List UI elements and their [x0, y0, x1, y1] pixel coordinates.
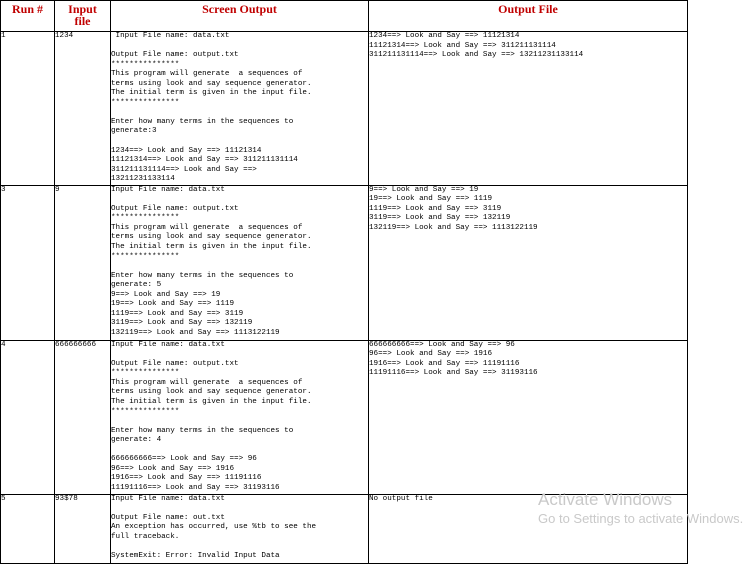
- screen-output-line: The initial term is given in the input file.: [111, 398, 312, 407]
- output-file-cell: [369, 494, 688, 563]
- input-value: 93$78: [55, 494, 78, 503]
- output-file-line: 1119==> Look and Say ==> 3119: [369, 204, 502, 213]
- screen-output-line: ***************: [111, 98, 180, 107]
- screen-output-line: 1119==> Look and Say ==> 3119: [111, 309, 244, 318]
- screen-output-line: An exception has occurred, use %tb to see the: [111, 523, 317, 532]
- screen-output-cell: [111, 494, 369, 563]
- output-file-line: 19==> Look and Say ==> 1119: [369, 195, 493, 204]
- table-row: [1, 185, 688, 340]
- screen-output-cell: [111, 185, 369, 340]
- screen-output-line: full traceback.: [111, 532, 180, 541]
- run-number-cell: [1, 340, 55, 494]
- table-row: [1, 32, 688, 186]
- screen-output-line: generate: 5: [111, 281, 162, 290]
- screen-output-line: 19==> Look and Say ==> 1119: [111, 300, 235, 309]
- screen-output-line: [111, 446, 368, 456]
- watermark-title: Activate Windows: [538, 490, 673, 509]
- screen-output-line: 3119==> Look and Say ==> 132119: [111, 319, 253, 328]
- input-file-cell: [55, 32, 111, 186]
- screen-output-line: [111, 262, 368, 272]
- screen-output-line: generate: 4: [111, 436, 162, 445]
- screen-output-line: 1916==> Look and Say ==> 11191116: [111, 474, 262, 483]
- screen-output-line: Input File name: data.txt: [111, 185, 225, 194]
- screen-output-line: Input File name: data.txt: [111, 32, 230, 40]
- screen-output-line: SystemExit: Error: Invalid Input Data: [111, 551, 280, 560]
- screen-output-line: 132119==> Look and Say ==> 1113122119: [111, 328, 280, 337]
- screen-output-cell: [111, 32, 369, 186]
- screen-output-line: [111, 542, 368, 552]
- screen-output-line: ***************: [111, 60, 180, 69]
- screen-output-line: 13211231133114: [111, 175, 175, 184]
- screen-output-line: Enter how many terms in the sequences to: [111, 117, 294, 126]
- screen-output-line: [111, 504, 368, 514]
- screen-output-line: generate:3: [111, 127, 157, 136]
- screen-output-line: 96==> Look and Say ==> 1916: [111, 464, 235, 473]
- output-file-line: 311211131114==> Look and Say ==> 13211231133114: [369, 51, 584, 60]
- run-number: 5: [1, 494, 6, 503]
- screen-output-line: terms using look and say sequence generator.: [111, 79, 312, 88]
- screen-output-line: The initial term is given in the input file.: [111, 243, 312, 252]
- screen-output-line: ***************: [111, 407, 180, 416]
- screen-output-line: This program will generate a sequences of: [111, 223, 303, 232]
- screen-output-line: [111, 42, 368, 52]
- header-input-file: Input file: [55, 1, 111, 32]
- output-file-line: 11121314==> Look and Say ==> 311211131114: [369, 41, 556, 50]
- screen-output-line: [111, 417, 368, 427]
- screen-output-line: 311211131114==> Look and Say ==>: [111, 165, 257, 174]
- header-output-file: Output File: [369, 1, 688, 32]
- output-file-line: 666666666==> Look and Say ==> 96: [369, 340, 515, 349]
- table-row: [1, 494, 688, 563]
- output-file-line: 9==> Look and Say ==> 19: [369, 185, 479, 194]
- screen-output-line: Input File name: data.txt: [111, 494, 225, 503]
- output-file-cell: [369, 32, 688, 186]
- output-file-line: 1234==> Look and Say ==> 11121314: [369, 32, 520, 40]
- run-number: 4: [1, 340, 6, 349]
- screen-output-line: This program will generate a sequences of: [111, 70, 303, 79]
- screen-output-line: [111, 350, 368, 360]
- output-file-cell: [369, 185, 688, 340]
- screen-output-line: Enter how many terms in the sequences to: [111, 426, 294, 435]
- screen-output-line: Output File name: output.txt: [111, 359, 239, 368]
- screen-output-line: ***************: [111, 252, 180, 261]
- screen-output-line: ***************: [111, 214, 180, 223]
- screen-output-line: 11191116==> Look and Say ==> 31193116: [111, 483, 280, 492]
- table-row: [1, 340, 688, 494]
- input-value: 9: [55, 185, 60, 194]
- screen-output-line: The initial term is given in the input file.: [111, 89, 312, 98]
- input-file-cell: [55, 340, 111, 494]
- input-value: 1234: [55, 32, 74, 40]
- screen-output-line: terms using look and say sequence generator.: [111, 388, 312, 397]
- header-run: Run #: [1, 1, 55, 32]
- header-row: [1, 1, 688, 32]
- run-number: 3: [1, 185, 6, 194]
- run-number-cell: [1, 185, 55, 340]
- screen-output-line: Output File name: output.txt: [111, 204, 239, 213]
- screen-output-line: terms using look and say sequence generator.: [111, 233, 312, 242]
- screen-output-line: ***************: [111, 369, 180, 378]
- screen-output-line: [111, 195, 368, 205]
- input-file-cell: [55, 494, 111, 563]
- output-file-line: 11191116==> Look and Say ==> 31193116: [369, 369, 538, 378]
- output-file-line: No output file: [369, 494, 433, 503]
- screen-output-line: Output File name: out.txt: [111, 513, 225, 522]
- run-number-cell: [1, 32, 55, 186]
- screen-output-line: 9==> Look and Say ==> 19: [111, 290, 221, 299]
- header-screen-output: Screen Output: [111, 1, 369, 32]
- output-file-line: 96==> Look and Say ==> 1916: [369, 350, 493, 359]
- screen-output-line: [111, 108, 368, 118]
- input-value: 666666666: [55, 340, 97, 349]
- output-file-line: 1916==> Look and Say ==> 11191116: [369, 359, 520, 368]
- run-number-cell: [1, 494, 55, 563]
- output-file-cell: [369, 340, 688, 494]
- watermark-subtitle: Go to Settings to activate Windows.: [538, 511, 743, 526]
- screen-output-line: Enter how many terms in the sequences to: [111, 271, 294, 280]
- output-file-line: 3119==> Look and Say ==> 132119: [369, 214, 511, 223]
- screen-output-line: 1234==> Look and Say ==> 11121314: [111, 146, 262, 155]
- output-file-line: 132119==> Look and Say ==> 1113122119: [369, 223, 538, 232]
- screen-output-line: Output File name: output.txt: [111, 51, 239, 60]
- screen-output-line: 11121314==> Look and Say ==> 311211131114: [111, 156, 298, 165]
- screen-output-line: [111, 137, 368, 147]
- screen-output-line: Input File name: data.txt: [111, 340, 225, 349]
- run-number: 1: [1, 32, 6, 40]
- screen-output-line: This program will generate a sequences of: [111, 378, 303, 387]
- screen-output-line: 666666666==> Look and Say ==> 96: [111, 455, 257, 464]
- screen-output-cell: [111, 340, 369, 494]
- input-file-cell: [55, 185, 111, 340]
